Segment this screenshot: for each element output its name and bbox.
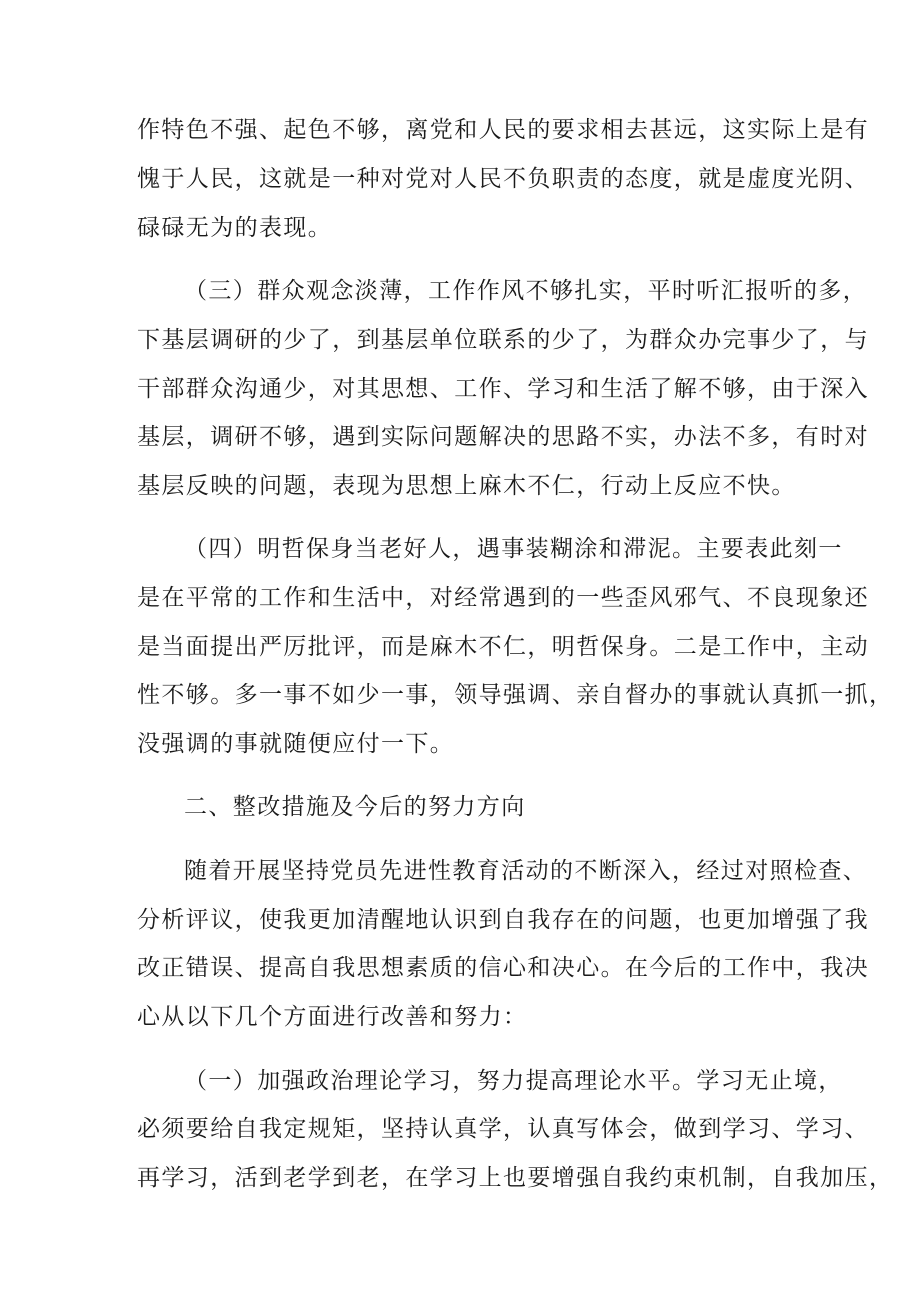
text-line: 随着开展坚持党员先进性教育活动的不断深入，经过对照检查、 — [184, 858, 868, 884]
text-line: 性不够。多一事不如少一事，领导强调、亲自督办的事就认真抓一抓， — [137, 682, 894, 708]
text-line: 作特色不强、起色不够，离党和人民的要求相去甚远，这实际上是有 — [137, 117, 869, 143]
text-line: （一）加强政治理论学习，努力提高理论水平。学习无止境， — [184, 1068, 843, 1094]
text-line: （四）明哲保身当老好人，遇事装糊涂和滞泥。主要表此刻一 — [184, 536, 843, 562]
text-line: 愧于人民，这就是一种对党对人民不负职责的态度，就是虚度光阴、 — [137, 166, 869, 192]
text-line: （三）群众观念淡薄，工作作风不够扎实，平时听汇报听的多， — [184, 278, 868, 304]
text-line: 是在平常的工作和生活中，对经常遇到的一些歪风邪气、不良现象还 — [137, 585, 869, 611]
text-line: 分析评议，使我更加清醒地认识到自我存在的问题，也更加增强了我 — [137, 907, 869, 933]
text-line: 心从以下几个方面进行改善和努力： — [137, 1004, 528, 1030]
text-line: 基层反映的问题，表现为思想上麻木不仁，行动上反应不快。 — [137, 473, 796, 499]
section-heading: 二、整改措施及今后的努力方向 — [184, 794, 526, 820]
text-line: 必须要给自我定规矩，坚持认真学，认真写体会，做到学习、学习、 — [137, 1116, 869, 1142]
text-line: 干部群众沟通少，对其思想、工作、学习和生活了解不够，由于深入 — [137, 376, 869, 402]
text-line: 没强调的事就随便应付一下。 — [137, 731, 455, 757]
text-line: 再学习，活到老学到老，在学习上也要增强自我约束机制，自我加压， — [137, 1165, 894, 1191]
text-line: 是当面提出严厉批评，而是麻木不仁，明哲保身。二是工作中，主动 — [137, 634, 869, 660]
text-line: 碌碌无为的表现。 — [137, 215, 333, 241]
text-line: 基层，调研不够，遇到实际问题解决的思路不实，办法不多，有时对 — [137, 424, 869, 450]
text-line: 改正错误、提高自我思想素质的信心和决心。在今后的工作中，我决 — [137, 955, 869, 981]
text-line: 下基层调研的少了，到基层单位联系的少了，为群众办完事少了，与 — [137, 327, 869, 353]
